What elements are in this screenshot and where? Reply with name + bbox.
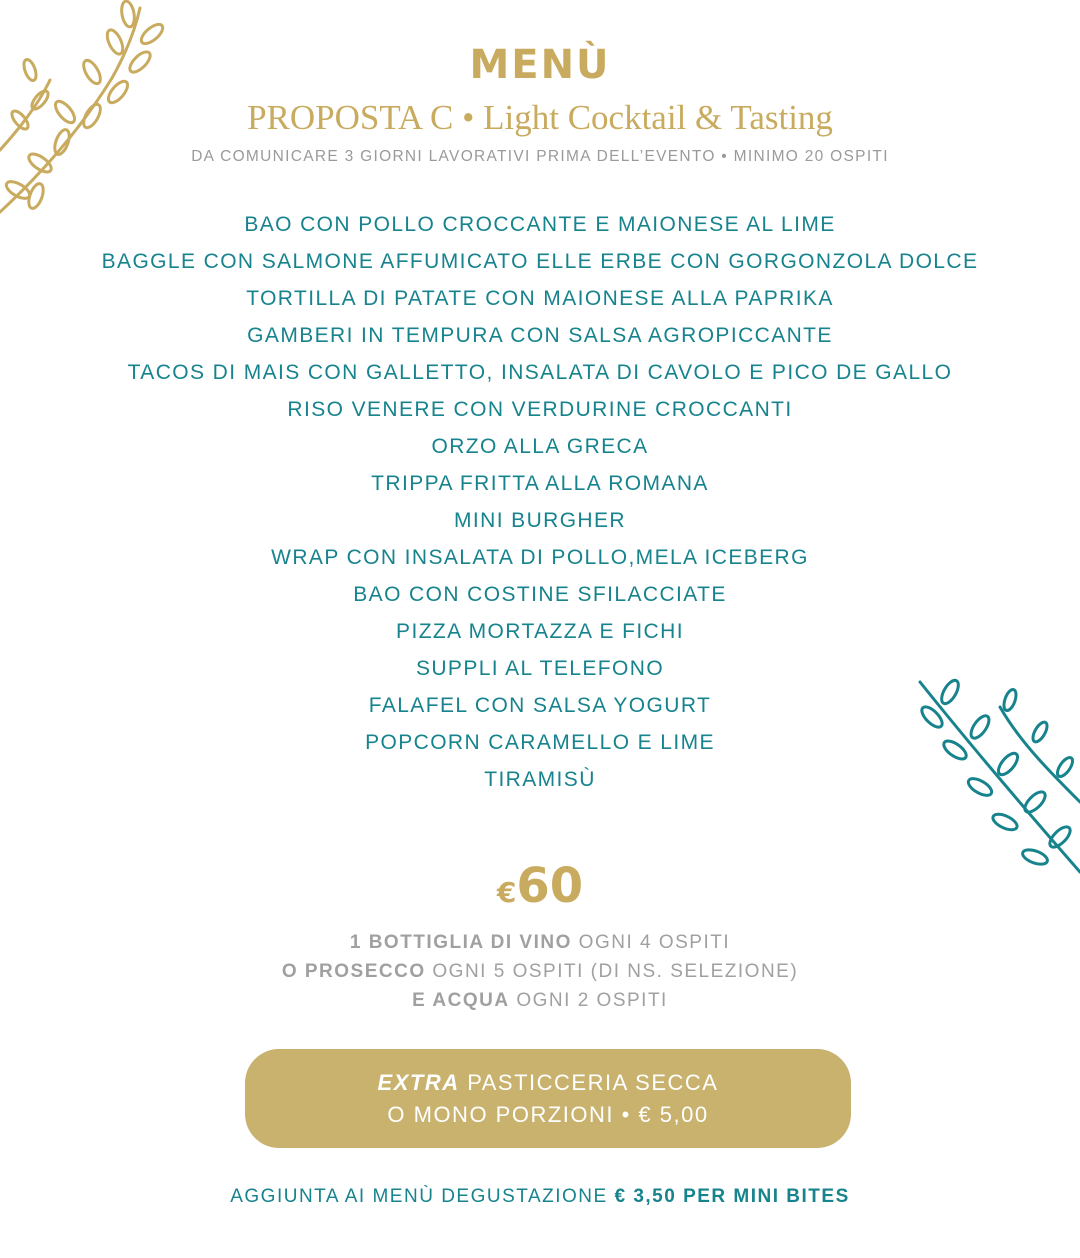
extra-label: EXTRA xyxy=(377,1069,460,1095)
drinks-line-bold: 1 BOTTIGLIA DI VINO xyxy=(349,932,572,953)
drinks-line-bold: E ACQUA xyxy=(412,990,510,1011)
menu-item: ORZO ALLA GRECA xyxy=(431,435,649,458)
menu-title: MENÙ xyxy=(469,42,611,88)
extra-line1: PASTICCERIA SECCA xyxy=(459,1069,719,1095)
menu-item: BAGGLE CON SALMONE AFFUMICATO ELLE ERBE CON GORGONZOLA DOLCE xyxy=(101,250,979,273)
price xyxy=(0,858,1080,914)
menu-item: BAO CON POLLO CROCCANTE E MAIONESE AL LIME xyxy=(244,213,836,236)
footer-text: AGGIUNTA AI MENÙ DEGUSTAZIONE xyxy=(230,1186,615,1207)
drinks-line xyxy=(0,986,1080,1015)
price-currency: € xyxy=(496,876,517,909)
drinks-line-text: OGNI 2 OSPITI xyxy=(509,990,668,1011)
menu-item: PIZZA MORTAZZA E FICHI xyxy=(396,620,684,643)
drinks-info xyxy=(0,928,1080,1015)
drinks-line-text: OGNI 5 OSPITI (DI NS. SELEZIONE) xyxy=(425,961,799,982)
footer-bold: € 3,50 PER MINI BITES xyxy=(614,1186,850,1207)
menu-item: WRAP CON INSALATA DI POLLO,MELA ICEBERG xyxy=(271,546,809,569)
menu-item: RISO VENERE CON VERDURINE CROCCANTI xyxy=(287,398,793,421)
menu-item: TACOS DI MAIS CON GALLETTO, INSALATA DI CAVOLO E PICO DE GALLO xyxy=(127,361,953,384)
drinks-line xyxy=(0,957,1080,986)
menu-item: FALAFEL CON SALSA YOGURT xyxy=(368,694,712,717)
drinks-line-bold: O PROSECCO xyxy=(281,961,426,982)
menu-item: BAO CON COSTINE SFILACCIATE xyxy=(353,583,727,606)
drinks-line-text: OGNI 4 OSPITI xyxy=(571,932,731,953)
menu-item: MINI BURGHER xyxy=(454,509,626,532)
menu-items-list xyxy=(0,206,1080,798)
footer-note xyxy=(0,1186,1080,1208)
extra-line2: O MONO PORZIONI • € 5,00 xyxy=(387,1101,709,1127)
extra-offer-box xyxy=(245,1049,851,1148)
price-amount: 60 xyxy=(516,858,584,914)
menu-item: POPCORN CARAMELLO E LIME xyxy=(365,731,715,754)
extra-offer-line xyxy=(245,1067,851,1099)
booking-note: DA COMUNICARE 3 GIORNI LAVORATIVI PRIMA DELL’EVENTO • MINIMO 20 OSPITI xyxy=(191,148,889,165)
menu-item: TIRAMISÙ xyxy=(484,768,596,791)
drinks-line xyxy=(0,928,1080,957)
menu-item: SUPPLI AL TELEFONO xyxy=(415,657,665,680)
menu-subtitle: PROPOSTA C • Light Cocktail & Tasting xyxy=(247,98,833,137)
menu-item: GAMBERI IN TEMPURA CON SALSA AGROPICCANTE xyxy=(247,324,833,347)
menu-item: TORTILLA DI PATATE CON MAIONESE ALLA PAPRIKA xyxy=(246,287,834,310)
menu-item: TRIPPA FRITTA ALLA ROMANA xyxy=(371,472,709,495)
